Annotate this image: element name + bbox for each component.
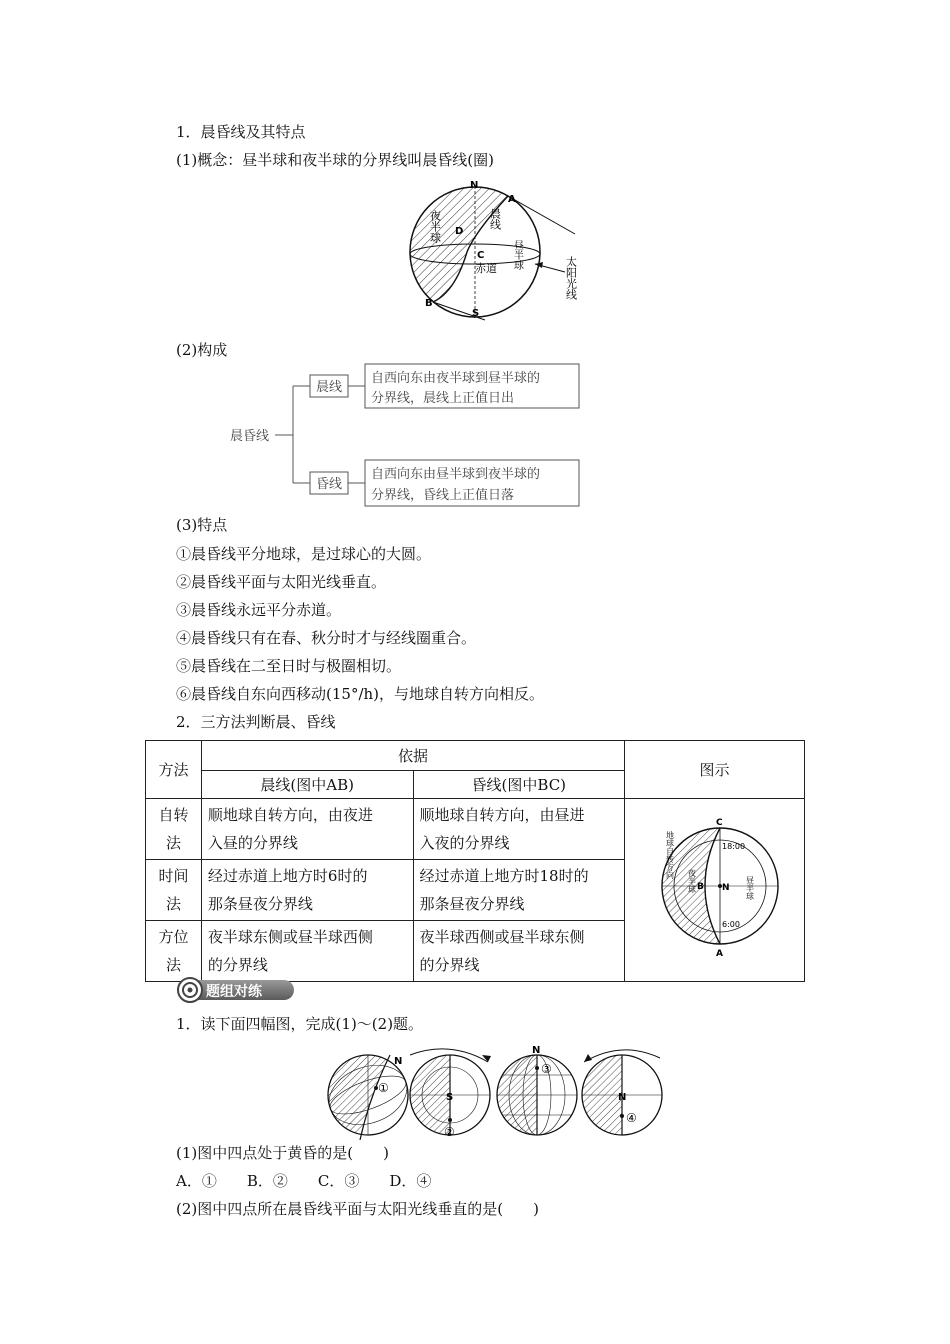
features-title: (3)特点 bbox=[176, 516, 228, 534]
method-name-suffix: 法 bbox=[165, 895, 181, 913]
feature-item: ①晨昏线平分地球，是过球心的大圆。 bbox=[176, 545, 432, 563]
header-figure: 图示 bbox=[625, 741, 805, 799]
fig2-label-rotation: 地球自转方向 bbox=[665, 830, 675, 879]
tree-dusk-label: 昏线 bbox=[316, 477, 343, 492]
terminator-composition-diagram bbox=[225, 362, 585, 510]
fig2-label-a: A bbox=[715, 948, 723, 959]
methods-globe-figure bbox=[650, 811, 780, 961]
banner-text: 题组对练 bbox=[206, 984, 262, 1000]
methods-table bbox=[145, 740, 805, 982]
dusk-basis-cont: 入夜的分界线 bbox=[419, 834, 510, 852]
feature-item: ③晨昏线永远平分赤道。 bbox=[176, 601, 342, 619]
fig1-label-n: N bbox=[470, 180, 479, 191]
fig1-label-sunlight: 太阳光线 bbox=[564, 256, 578, 300]
answer-options: A．① B．② C．③ D．④ bbox=[176, 1172, 432, 1190]
section-heading-methods: 2．三方法判断晨、昏线 bbox=[176, 713, 336, 731]
sub-question-1: (1)图中四点处于黄昏的是( ) bbox=[176, 1144, 389, 1162]
concept-text: (1)概念：昼半球和夜半球的分界线叫晨昏线(圈) bbox=[176, 151, 494, 169]
globe2-point: ② bbox=[444, 1125, 455, 1139]
composition-title: (2)构成 bbox=[176, 341, 228, 359]
dawn-basis-cont: 的分界线 bbox=[207, 956, 268, 974]
four-globes-figure bbox=[320, 1040, 670, 1140]
dusk-basis: 顺地球自转方向，由昼进 bbox=[419, 806, 585, 824]
globe1-label-n: N bbox=[394, 1056, 403, 1067]
method-name: 自转 bbox=[158, 806, 189, 824]
target-icon bbox=[176, 976, 204, 1004]
sub-question-2: (2)图中四点所在晨昏线平面与太阳光线垂直的是( ) bbox=[176, 1200, 539, 1218]
globe2-label-s: S bbox=[446, 1092, 454, 1103]
dawn-basis: 顺地球自转方向，由夜进 bbox=[207, 806, 373, 824]
dawn-basis: 经过赤道上地方时6时的 bbox=[207, 867, 368, 885]
dusk-basis: 经过赤道上地方时18时的 bbox=[419, 867, 589, 885]
fig2-label-b: B bbox=[696, 881, 704, 892]
dawn-basis-cont: 入昼的分界线 bbox=[207, 834, 298, 852]
fig2-label-6: 6:00 bbox=[721, 919, 740, 929]
question-1: 1．读下面四幅图，完成(1)～(2)题。 bbox=[176, 1015, 424, 1033]
fig1-label-c: C bbox=[477, 250, 485, 261]
fig2-label-c: C bbox=[715, 817, 723, 828]
header-dawn: 晨线(图中AB) bbox=[201, 771, 413, 799]
header-basis: 依据 bbox=[201, 741, 624, 771]
fig1-label-night: 夜半球 bbox=[428, 210, 442, 243]
tree-dawn-label: 晨线 bbox=[316, 380, 343, 395]
fig1-label-s: S bbox=[472, 308, 480, 319]
dusk-basis-cont: 的分界线 bbox=[419, 956, 480, 974]
fig1-label-equator: 赤道 bbox=[475, 262, 497, 275]
fig1-label-day: 昼半球 bbox=[511, 240, 523, 270]
fig2-label-day: 昼半球 bbox=[745, 875, 755, 900]
terminator-globe-figure bbox=[395, 172, 595, 322]
globe3-label-n: N bbox=[532, 1045, 541, 1056]
feature-item: ⑤晨昏线在二至日时与极圈相切。 bbox=[176, 657, 402, 675]
fig2-label-n: N bbox=[721, 882, 730, 893]
fig2-label-night: 夜半球 bbox=[687, 868, 697, 893]
feature-item: ④晨昏线只有在春、秋分时才与经线圈重合。 bbox=[176, 629, 477, 647]
header-method: 方法 bbox=[146, 741, 202, 799]
method-name: 方位 bbox=[158, 928, 189, 946]
tree-root: 晨昏线 bbox=[230, 429, 270, 444]
fig2-label-18: 18:00 bbox=[721, 841, 745, 851]
globe4-label-n: N bbox=[618, 1092, 627, 1103]
section-heading-terminator: 1．晨昏线及其特点 bbox=[176, 123, 306, 141]
dawn-basis: 夜半球东侧或昼半球西侧 bbox=[207, 928, 373, 946]
table-row bbox=[146, 799, 805, 860]
feature-item: ②晨昏线平面与太阳光线垂直。 bbox=[176, 573, 387, 591]
fig1-label-a: A bbox=[508, 194, 516, 205]
method-name: 时间 bbox=[158, 867, 189, 885]
globe3-point: ③ bbox=[541, 1062, 552, 1076]
dawn-basis-cont: 那条昼夜分界线 bbox=[207, 895, 313, 913]
tree-dusk-desc-2: 分界线，昏线上正值日落 bbox=[371, 488, 515, 503]
dusk-basis-cont: 那条昼夜分界线 bbox=[419, 895, 525, 913]
method-name-suffix: 法 bbox=[165, 956, 181, 974]
dusk-basis: 夜半球西侧或昼半球东侧 bbox=[419, 928, 585, 946]
fig1-label-dawn: 晨线 bbox=[488, 208, 502, 230]
globe4-point: ④ bbox=[626, 1111, 637, 1125]
tree-dawn-desc-2: 分界线，晨线上正值日出 bbox=[371, 391, 515, 406]
practice-banner bbox=[176, 976, 294, 1004]
method-name-suffix: 法 bbox=[165, 834, 181, 852]
tree-dawn-desc-1: 自西向东由夜半球到昼半球的 bbox=[371, 371, 541, 386]
header-dusk: 昏线(图中BC) bbox=[413, 771, 625, 799]
fig1-label-b: B bbox=[425, 298, 433, 309]
globe1-point: ① bbox=[378, 1081, 389, 1095]
fig1-label-d: D bbox=[455, 226, 464, 237]
feature-item: ⑥晨昏线自东向西移动(15°/h)，与地球自转方向相反。 bbox=[176, 685, 545, 703]
tree-dusk-desc-1: 自西向东由昼半球到夜半球的 bbox=[371, 467, 541, 482]
figure-cell bbox=[625, 799, 805, 982]
